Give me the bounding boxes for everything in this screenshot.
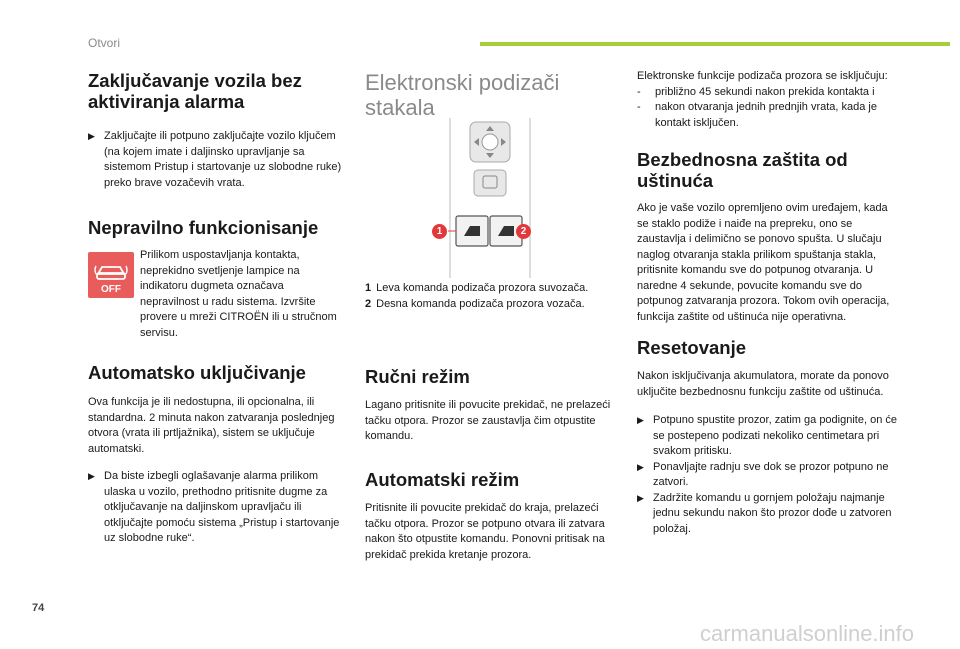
bullet-text: Da biste izbegli oglašavanje alarma prilikom ulaska u vozilo, prethodno pritisnite dugme za otključavanje na daljinskom upravljaču ili otključajte pomoću sistema „Pristup i startovanje uz slobodne ruke“. [104,470,340,544]
bullet-item [88,129,343,191]
bullet-item: ▶ Potpuno spustite prozor, zatim ga podignite, on će se postepeno podizati nekoliko centimetara pri svakom pritisku. [637,414,897,457]
automatic-mode-text: Pritisnite ili povucite prekidač do kraja, prelazeći tačku otpora. Prozor se potpuno otvara ili zatvara nakon što otpustite komandu. Ponovni pritisak na prekidač prekida kretanje prozora. [365,502,605,561]
bullet-marker-icon: ▶ [637,492,644,503]
alarm-off-indicator-icon [88,252,134,298]
section-header: Otvori [88,36,121,50]
section-title-lock-without-alarm: Zaključavanje vozila bez aktiviranja alarma [88,70,302,112]
legend-block [365,281,620,312]
list-item: - približno 45 sekundi nakon prekida kontakta i [637,85,875,98]
column-left [88,70,343,238]
malfunction-text-block [140,248,340,341]
bullet-marker-icon: ▶ [88,471,95,481]
bullet-item: ▶ Zadržite komandu u gornjem položaju najmanje jednu sekundu nakon što prozor dođe u zatvoren položaj. [637,491,892,535]
section-title-auto-activation: Automatsko uključivanje [88,362,306,383]
anti-pinch-text: Ako je vaše vozilo opremljeno ovim uređajem, kada se staklo podiže i naiđe na prepreku, ono se zaustavlja i delimično se ponovo spušta. U slučaju naglog otvaranja stakla prilikom spuštanja stakla, pritisnite komandu sve do potpunog otvaranja. U naredne 4 sekunde, povucite komandu sve do potpunog zatvaranja prozora. Tokom ovih operacija, funkcija zaštite od uštinuća nije operativna. [637,202,890,323]
legend-item: 1 Leva komanda podizača prozora suvozača. [365,282,589,294]
section-title-reset: Resetovanje [637,337,746,358]
bullet-marker-icon: ▶ [637,461,644,472]
bullet-marker-icon: ▶ [88,131,95,141]
bullet-marker-icon: ▶ [637,415,644,425]
auto-activation-text: Ova funkcija je ili nedostupna, ili opcionalna, ili standardna. 2 minuta nakon zatvaranja poslednjeg otvora (vrata ili prtljažnika), sistem se uključuje automatski. [88,396,335,455]
header-accent-bar [480,42,950,46]
deactivation-intro: Elektronske funkcije podizača prozora se isključuju: [637,70,888,82]
legend-item: 2 Desna komanda podizača prozora vozača. [365,297,585,310]
automatic-mode-block [365,469,615,563]
reset-text: Nakon isključivanja akumulatora, morate da ponovo uključite bezbednosnu funkciju zaštite od uštinuća. [637,370,889,398]
manual-mode-text: Lagano pritisnite ili povucite prekidač, ne prelazeći tačku otpora. Prozor se zaustavlja čim otpustite komandu. [365,399,611,442]
page-number: 74 [32,602,45,614]
page-title: Elektronski podizači stakala [365,70,560,120]
malfunction-text: Prilikom uspostavljanja kontakta, neprekidno svetljenje lampice na indikatoru dugmeta označava nepravilnost u radu sistema. Izvršite provere u mreži CITROËN ili u stručnom servisu. [140,249,337,339]
section-title-manual-mode: Ručni režim [365,366,470,387]
section-title-automatic-mode: Automatski režim [365,469,520,490]
section-title-anti-pinch: Bezbednosna zaštita od uštinuća [637,149,848,191]
callout-1: 1 [432,224,447,239]
bullet-item: ▶ Ponavljajte radnju sve dok se prozor potpuno ne zatvori. [637,460,889,488]
manual-mode-block [365,366,615,445]
watermark: carmanualsonline.info [700,621,915,646]
off-label: OFF [101,284,121,295]
callout-2: 2 [516,224,531,239]
bullet-item [88,469,343,547]
column-middle [365,70,615,120]
column-right [637,69,899,537]
auto-activation-block [88,362,343,547]
bullet-text: Zaključajte ili potpuno zaključajte vozilo ključem (na kojem imate i daljinsko upravljanje sa sistemom Pristup i startovanje uz slobodne ruke) preko brave vozačevih vrata. [104,130,342,189]
list-item: - nakon otvaranja jednih prednjih vrata, kada je kontakt isključen. [637,101,877,129]
section-title-malfunction: Nepravilno funkcionisanje [88,217,319,238]
window-switch-illustration [440,118,540,278]
